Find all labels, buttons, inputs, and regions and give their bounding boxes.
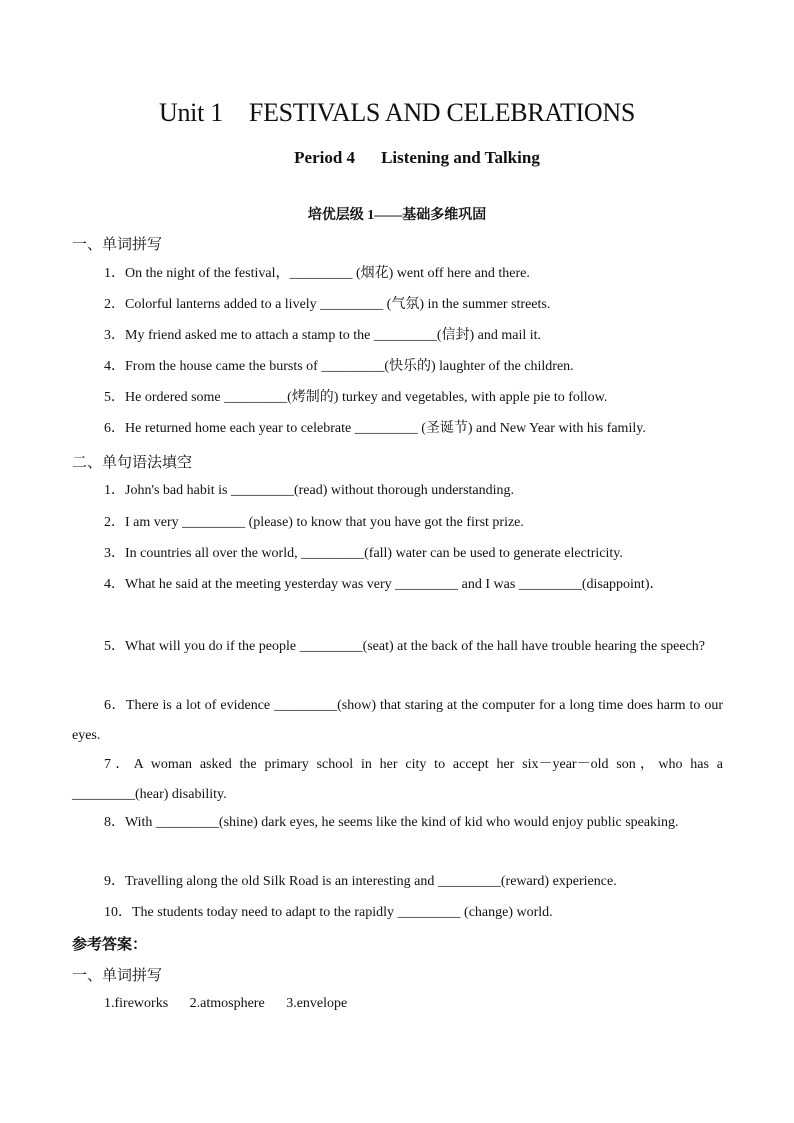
list-item [72,750,723,809]
period-title: Listening and Talking [381,148,540,167]
answers-heading: 参考答案： [72,937,148,953]
item-text: 10．The students today need to adapt to the rapidly _________ (change) world. [104,905,553,920]
unit-number: Unit 1 [158,98,223,127]
page-subtitle [0,148,794,168]
section2-heading: 二、单句语法填空 [72,455,193,471]
list-item [72,570,723,600]
list-item [72,539,723,569]
list-item [72,691,723,750]
item-text: 8．With _________(shine) dark eyes, he seems like the kind of kid who would enjoy public speaking. [104,815,679,830]
level-heading: 培优层级 1——基础多维巩固 [307,208,487,223]
list-item [72,383,723,413]
item-text: 1．John's bad habit is _________(read) without thorough understanding. [104,483,515,498]
answer-item: 3.envelope [286,996,348,1011]
section1-heading: 一、单词拼写 [72,237,163,253]
item-text: 5．What will you do if the people _________(seat) at the back of the hall have trouble hearing the speech? [104,639,706,654]
list-item [72,867,723,897]
list-item [72,414,723,444]
item-text: 3．My friend asked me to attach a stamp to the _________(信封) and mail it. [104,328,542,343]
item-text: 1．On the night of the festival，_________ (烟花) went off here and there. [104,266,530,281]
item-text: 5．He ordered some _________(烤制的) turkey and vegetables, with apple pie to follow. [104,390,608,405]
list-item [72,808,723,838]
item-text: 4．From the house came the bursts of _________(快乐的) laughter of the children. [104,359,574,374]
list-item [72,352,723,382]
answer-item: 2.atmosphere [189,996,265,1011]
list-item [72,259,723,289]
period-number: Period 4 [294,148,356,167]
list-item [72,321,723,351]
item-text: 3．In countries all over the world, _________(fall) water can be used to generate electricity. [104,546,623,561]
list-item [72,632,723,662]
item-text: 6．He returned home each year to celebrate _________ (圣诞节) and New Year with his family. [104,421,646,436]
list-item [72,898,723,928]
unit-title: FESTIVALS AND CELEBRATIONS [248,98,636,127]
answer-list [104,996,365,1012]
page-title [0,98,794,128]
item-text: 6．There is a lot of evidence _________(show) that staring at the computer for a long time does harm to our eyes. [72,698,723,743]
item-text: 7．A woman asked the primary school in her city to accept her six－year－old son，who has a _________(hear) disability. [72,757,723,802]
item-text: 9．Travelling along the old Silk Road is an interesting and _________(reward) experience. [104,874,617,889]
list-item [72,476,723,506]
item-text: 2．I am very _________ (please) to know that you have got the first prize. [104,515,524,530]
item-text: 2．Colorful lanterns added to a lively _________ (气氛) in the summer streets. [104,297,551,312]
list-item [72,508,723,538]
answers-section1-heading: 一、单词拼写 [72,968,163,984]
answer-item: 1.fireworks [104,996,169,1011]
list-item [72,290,723,320]
item-text: 4．What he said at the meeting yesterday was very _________ and I was _________(disappoint)． [104,577,664,592]
